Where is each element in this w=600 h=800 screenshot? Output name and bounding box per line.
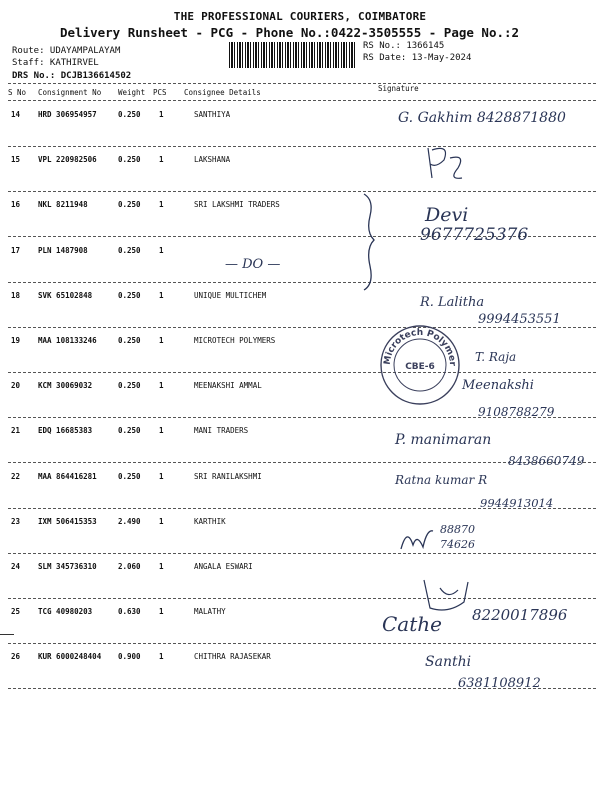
- barcode: [229, 42, 356, 68]
- col-details: Consignee Details: [184, 88, 261, 97]
- signature-row-25-phone: 8220017896: [472, 606, 568, 624]
- scribble-signature-row-24: [418, 570, 473, 615]
- row-sno: 26: [11, 652, 21, 662]
- row-consignee: SRI RANILAKSHMI: [194, 471, 262, 481]
- row-pcs: 1: [159, 652, 164, 662]
- col-sno: S No: [8, 88, 27, 97]
- signature-row-25: Cathe: [382, 612, 442, 636]
- signature-row-26-phone: 6381108912: [458, 676, 541, 691]
- row-weight: 2.060: [118, 562, 141, 571]
- row-consignment-no: PLN 1487908: [38, 245, 88, 255]
- signature-row-16-phone: 9677725376: [420, 225, 529, 245]
- row-weight: 2.490: [118, 516, 141, 526]
- header-divider: [8, 83, 596, 84]
- row-consignment-no: SVK 65102848: [38, 290, 93, 300]
- signature-row-22-phone: 9944913014: [480, 496, 554, 510]
- signature-row-21-name: P. manimaran: [395, 432, 492, 448]
- row-pcs: 1: [159, 381, 164, 391]
- row-group-brace: [360, 192, 380, 292]
- row-consignee: SANTHIYA: [194, 110, 231, 119]
- row-pcs: 1: [159, 426, 164, 436]
- row-pcs: 1: [159, 245, 164, 255]
- signature-row-18-phone: 9994453551: [478, 312, 561, 327]
- row-consignee: UNIQUE MULTICHEM: [194, 290, 267, 300]
- scribble-signature-row-15: [422, 140, 472, 185]
- row-sno: 14: [11, 110, 21, 119]
- row-sno: 18: [11, 290, 21, 300]
- row-weight: 0.630: [118, 607, 141, 617]
- staff-label: Staff: KATHIRVEL: [12, 58, 99, 68]
- stamp-inner-text: CBE-6: [405, 362, 435, 372]
- table-row: [0, 246, 600, 292]
- row-consignee: MALATHY: [194, 607, 226, 617]
- row-consignee: LAKSHANA: [194, 155, 231, 165]
- stamp-outer-text: Microtech Polymers: [375, 316, 458, 367]
- row-consignment-no: HRD 306954957: [38, 110, 97, 119]
- table-row: [0, 517, 600, 563]
- row-consignment-no: MAA 108133246: [38, 336, 97, 345]
- signature-row-23: 88870 74626: [440, 523, 475, 551]
- row-sno: 19: [11, 336, 21, 345]
- row-sno: 20: [11, 381, 21, 391]
- row-weight: 0.250: [118, 245, 141, 255]
- row-sno: 24: [11, 562, 21, 571]
- signature-row-14: G. Gakhim 8428871880: [398, 110, 566, 126]
- row-divider: [8, 372, 596, 373]
- row-consignee: KARTHIK: [194, 516, 226, 526]
- signature-row-16-name: Devi: [425, 204, 469, 226]
- col-signature: Signature: [378, 84, 419, 93]
- rs-date: RS Date: 13-May-2024: [363, 53, 472, 63]
- row-weight: 0.250: [118, 336, 141, 345]
- row-consignee: MANI TRADERS: [194, 426, 249, 436]
- row-consignment-no: MAA 864416281: [38, 471, 97, 481]
- table-row: [0, 562, 600, 608]
- route-label: Route: UDAYAMPALAYAM: [12, 46, 121, 56]
- row-consignee: MICROTECH POLYMERS: [194, 336, 276, 345]
- row-consignee: MEENAKSHI AMMAL: [194, 381, 262, 391]
- col-consignment: Consignment No: [38, 88, 102, 97]
- drs-number: DRS No.: DCJB136614502: [12, 71, 132, 81]
- row-consignment-no: NKL 8211948: [38, 200, 88, 210]
- row-pcs: 1: [159, 290, 164, 300]
- signature-row-20-name: Meenakshi: [462, 378, 534, 393]
- signature-row-19: T. Raja: [475, 350, 517, 364]
- col-pcs: PCS: [153, 88, 167, 97]
- row-sno: 23: [11, 516, 21, 526]
- row-sno: 17: [11, 245, 21, 255]
- signature-row-18-name: R. Lalitha: [420, 295, 485, 310]
- row-sno: 22: [11, 471, 21, 481]
- row-consignee: CHITHRA RAJASEKAR: [194, 652, 271, 662]
- signature-row-21-phone: 8438660749: [508, 454, 585, 468]
- row-consignment-no: VPL 220982506: [38, 155, 97, 165]
- row-weight: 0.250: [118, 155, 141, 165]
- row-consignee: SRI LAKSHMI TRADERS: [194, 200, 280, 210]
- edge-mark: [0, 634, 14, 635]
- row-weight: 0.250: [118, 471, 141, 481]
- row-pcs: 1: [159, 200, 164, 210]
- table-row: [0, 155, 600, 201]
- runsheet-subtitle: Delivery Runsheet - PCG - Phone No.:0422-3505555 - Page No.:2: [60, 25, 520, 40]
- row-divider: [8, 282, 596, 283]
- row-pcs: 1: [159, 110, 164, 119]
- row-divider: [8, 553, 596, 554]
- row-consignment-no: TCG 40980203: [38, 607, 93, 617]
- row-divider: [8, 146, 596, 147]
- company-title: THE PROFESSIONAL COURIERS, COIMBATORE: [173, 10, 427, 23]
- company-stamp: [375, 316, 462, 407]
- row-divider: [8, 598, 596, 599]
- table-row: [0, 472, 600, 518]
- row-consignment-no: EDQ 16685383: [38, 426, 93, 436]
- row-sno: 16: [11, 200, 21, 210]
- rs-number: RS No.: 1366145: [363, 41, 445, 51]
- row-weight: 0.900: [118, 652, 141, 662]
- row-sno: 15: [11, 155, 21, 165]
- row-pcs: 1: [159, 155, 164, 165]
- row-pcs: 1: [159, 562, 164, 571]
- row-weight: 0.250: [118, 200, 141, 210]
- signature-row-20-phone: 9108788279: [478, 405, 555, 419]
- row-sno: 21: [11, 426, 21, 436]
- row-divider: [8, 191, 596, 192]
- row-weight: 0.250: [118, 426, 141, 436]
- scribble-signature-row-23: [397, 525, 437, 555]
- row-consignment-no: IXM 506415353: [38, 516, 97, 526]
- column-divider: [8, 100, 596, 101]
- row-consignment-no: SLM 345736310: [38, 562, 97, 571]
- signature-row-22-name: Ratna kumar R: [395, 473, 488, 487]
- ditto-mark: — DO —: [225, 257, 281, 272]
- row-sno: 25: [11, 607, 21, 617]
- row-divider: [8, 643, 596, 644]
- row-consignment-no: KCM 30069032: [38, 381, 93, 391]
- row-pcs: 1: [159, 336, 164, 345]
- row-consignment-no: KUR 6000248404: [38, 652, 102, 662]
- row-weight: 0.250: [118, 381, 141, 391]
- signature-row-26-name: Santhi: [425, 654, 472, 670]
- row-weight: 0.250: [118, 110, 141, 119]
- row-weight: 0.250: [118, 290, 141, 300]
- col-weight: Weight: [118, 88, 146, 97]
- row-consignee: ANGALA ESWARI: [194, 562, 253, 571]
- row-pcs: 1: [159, 607, 164, 617]
- row-pcs: 1: [159, 516, 164, 526]
- row-pcs: 1: [159, 471, 164, 481]
